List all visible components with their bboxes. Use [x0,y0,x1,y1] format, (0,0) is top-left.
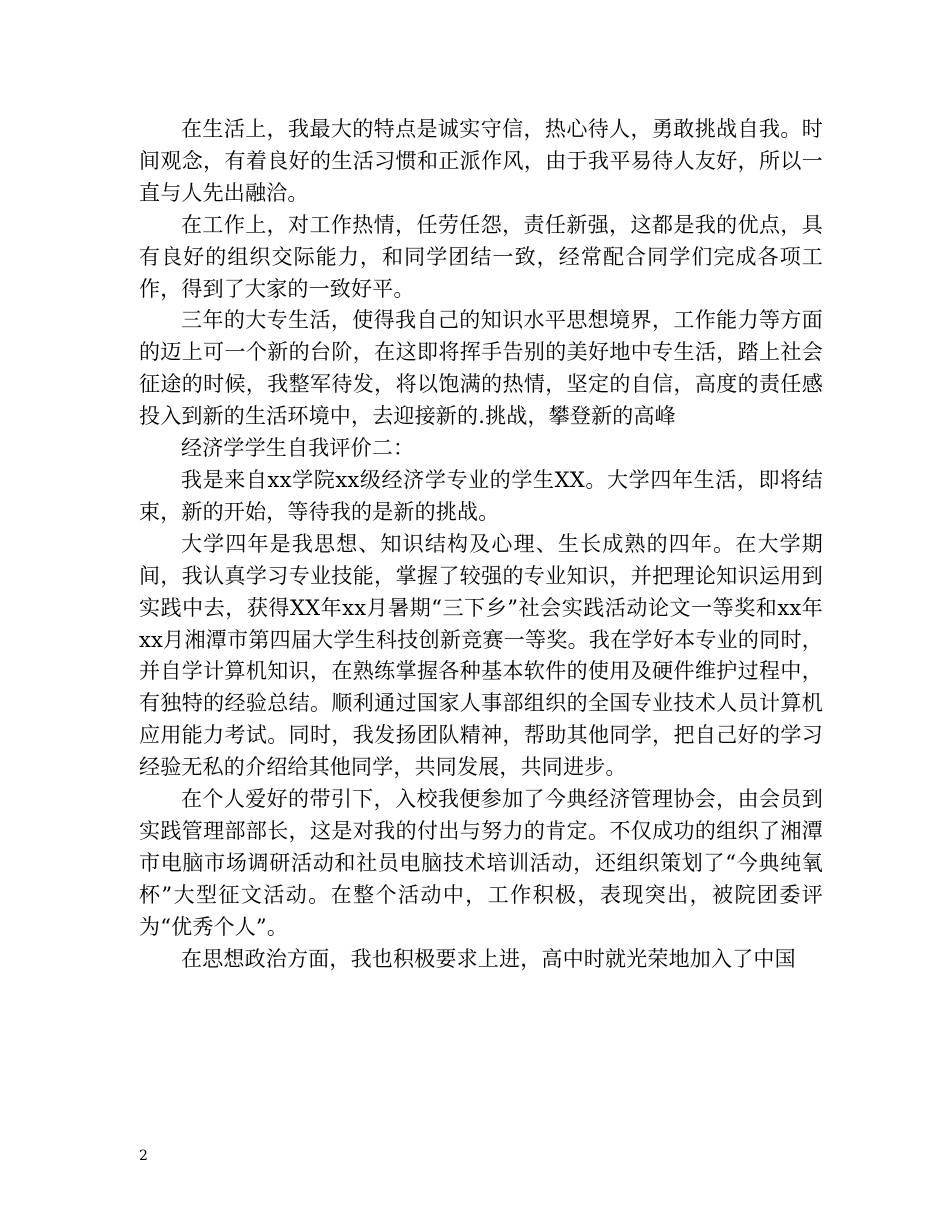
paragraph-life: 在生活上，我最大的特点是诚实守信，热心待人，勇敢挑战自我。时间观念，有着良好的生活习惯和正派作风，由于我平易待人友好，所以一直与人先出融洽。 [139,117,823,205]
section-heading: 经济学学生自我评价二： [181,436,415,461]
paragraph-work: 在工作上，对工作热情，任劳任怨，责任新强，这都是我的优点，具有良好的组织交际能力，和同学团结一致，经常配合同学们完成各项工作，得到了大家的一致好平。 [139,212,823,301]
paragraph-political: 在思想政治方面，我也积极要求上进，高中时就光荣地加入了中国 [181,946,796,971]
paragraph-activities: 在个人爱好的带引下，入校我便参加了今典经济管理协会，由会员到实践管理部部长，这是对我的付出与努力的肯定。不仅成功的组织了湘潭市电脑市场调研活动和社员电脑技术培训活动，还组织策划了“今典纯氧杯”大型征文活动。在整个活动中，工作积极，表现突出，被院团委评为“优秀个人”。 [139,787,823,939]
document-body [139,114,823,975]
paragraph-university-study: 大学四年是我思想、知识结构及心理、生长成熟的四年。在大学期间，我认真学习专业技能，掌握了较强的专业知识，并把理论知识运用到实践中去，获得XX年xx月暑期“三下乡”社会实践活动论文一等奖和xx年xx月湘潭市第四届大学生科技创新竞赛一等奖。我在学好本专业的同时，并自学计算机知识，在熟练掌握各种基本软件的使用及硬件维护过程中，有独特的经验总结。顺利通过国家人事部组织的全国专业技术人员计算机应用能力考试。同时，我发扬团队精神，帮助其他同学，把自己好的学习经验无私的介绍给其他同学，共同发展，共同进步。 [139,531,823,780]
paragraph-introduction: 我是来自xx学院xx级经济学专业的学生XX。大学四年生活，即将结束，新的开始，等待我的是新的挑战。 [139,467,823,524]
page-number: 2 [139,1148,148,1164]
paragraph-college-summary: 三年的大专生活，使得我自己的知识水平思想境界，工作能力等方面的迈上可一个新的台阶，在这即将挥手告别的美好地中专生活，踏上社会征途的时候，我整军待发，将以饱满的热情，坚定的自信，高度的责任感投入到新的生活环境中，去迎接新的.挑战，攀登新的高峰 [139,308,823,429]
